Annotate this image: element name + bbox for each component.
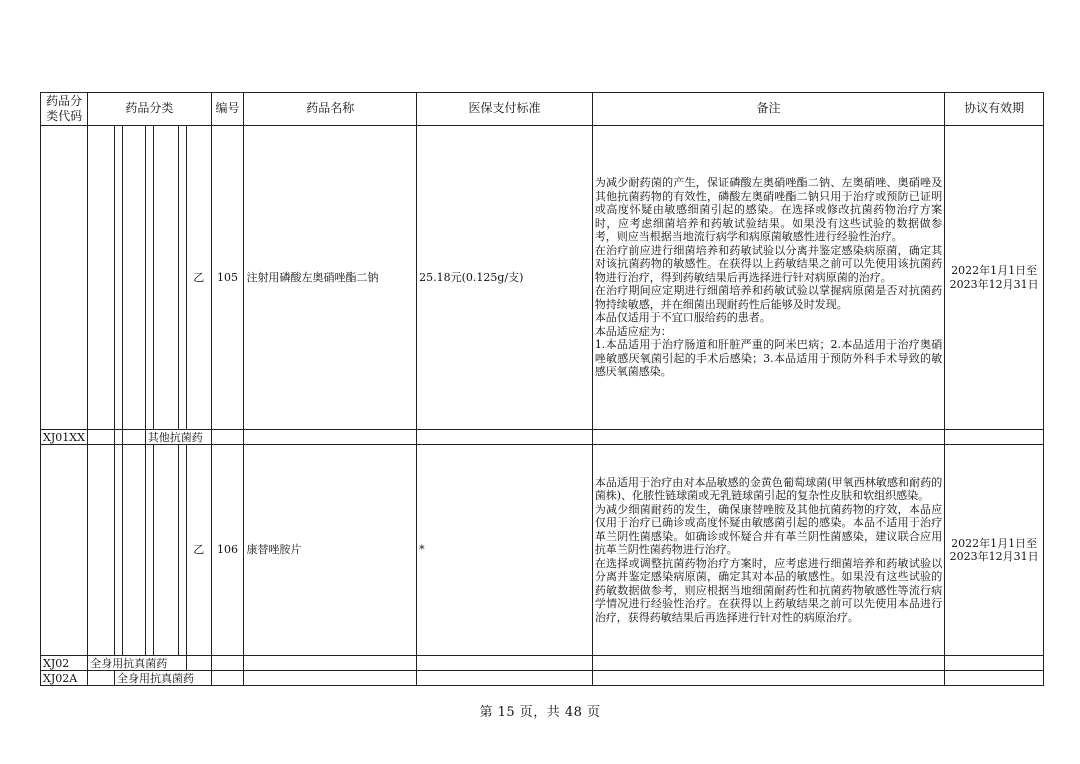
page-number: 第 15 页，共 48 页 [479,705,601,720]
validity-end: 2023年12月31日 [949,550,1039,563]
number-cell: 105 [211,126,244,430]
category-name-cell: 全身用抗真菌药 [114,671,211,686]
header-code: 药品分类代码 [41,93,88,126]
drug-list-table [40,92,1044,686]
remarks-cell [592,445,944,656]
remark-paragraph: 为减少细菌耐药的发生，确保康替唑胺及其他抗菌药物的疗效，本品应仅用于治疗已确诊或高度怀疑由敏感菌引起的感染。本品不适用于治疗革兰阴性菌感染。如确诊或怀疑合并有革兰阴性菌感染，建议联合应用抗革兰阴性菌药物进行治疗。 [594,502,943,557]
drug-name-cell: 康替唑胺片 [244,445,417,656]
validity-cell [945,445,1044,656]
table-row [41,656,1044,671]
remark-paragraph: 在选择或调整抗菌药物治疗方案时，应考虑进行细菌培养和药敏试验以分离并鉴定感染病原菌，确定其对本品的敏感性。如果没有这些试验的药敏数据做参考，则应根据当地细菌耐药性和抗菌药物敏感性等流行病学情况进行经验性治疗。在获得以上药敏结果之前可以先使用本品进行治疗，获得药敏结果后再选择进行针对性的病原治疗。 [594,556,943,624]
remark-paragraph: 本品仅适用于不宜口服给药的患者。 [594,311,771,325]
table-header-row [41,93,1044,126]
header-number: 编号 [211,93,244,126]
remark-paragraph: 1.本品适用于治疗肠道和肝脏严重的阿米巴病；2.本品适用于治疗奥硝唑敏感厌氧菌引起的手术后感染；3.本品适用于预防外科手术导致的敏感厌氧菌感染。 [594,338,943,379]
remark-paragraph: 本品适应症为： [594,324,672,338]
category-code-cell: XJ02 [41,656,88,671]
grade-cell: 乙 [186,445,211,656]
header-validity: 协议有效期 [945,93,1044,126]
remark-paragraph: 在治疗期间应定期进行细菌培养和药敏试验以掌握病原菌是否对抗菌药物持续敏感，并在细菌出现耐药性后能够及时发现。 [594,284,943,311]
category-name-cell: 全身用抗真菌药 [88,656,187,671]
remark-paragraph: 本品适用于治疗由对本品敏感的金黄色葡萄球菌(甲氧西林敏感和耐药的菌株)、化脓性链球菌或无乳链球菌引起的复杂性皮肤和软组织感染。 [594,475,943,503]
header-category: 药品分类 [88,93,211,126]
header-payment-standard: 医保支付标准 [417,93,593,126]
validity-start: 2022年1月1日至 [951,536,1038,550]
validity-cell [945,126,1044,430]
number-cell: 106 [211,445,244,656]
drug-name-cell: 注射用磷酸左奥硝唑酯二钠 [244,126,417,430]
remark-paragraph: 为减少耐药菌的产生，保证磷酸左奥硝唑酯二钠、左奥硝唑、奥硝唑及其他抗菌药物的有效性，磷酸左奥硝唑酯二钠只用于治疗或预防已证明或高度怀疑由敏感细菌引起的感染。在选择或修改抗菌药物治疗方案时，应考虑细菌培养和药敏试验结果。如果没有这些试验的数据做参考，则应当根据当地流行病学和病原菌敏感性进行经验性治疗。 [594,176,943,244]
validity-start: 2022年1月1日至 [951,264,1038,277]
payment-standard-cell: * [417,445,593,656]
validity-end: 2023年12月31日 [949,277,1039,291]
grade-cell: 乙 [186,126,211,430]
category-name-cell: 其他抗菌药 [145,430,211,445]
header-remarks: 备注 [592,93,944,126]
category-code-cell: XJ02A [41,671,88,686]
category-code-cell: XJ01XX [41,430,88,445]
table-row [41,430,1044,445]
table-row [41,671,1044,686]
table-row [41,126,1044,430]
remarks-cell [592,126,944,430]
header-name: 药品名称 [244,93,417,126]
remark-paragraph: 在治疗前应进行细菌培养和药敏试验以分离并鉴定感染病原菌，确定其对该抗菌药物的敏感性。在获得以上药敏结果之前可以先使用该抗菌药物进行治疗，得到药敏结果后再选择进行针对病原菌的治疗。 [594,243,943,284]
table-row [41,445,1044,656]
payment-standard-cell: 25.18元(0.125g/支) [417,126,593,430]
